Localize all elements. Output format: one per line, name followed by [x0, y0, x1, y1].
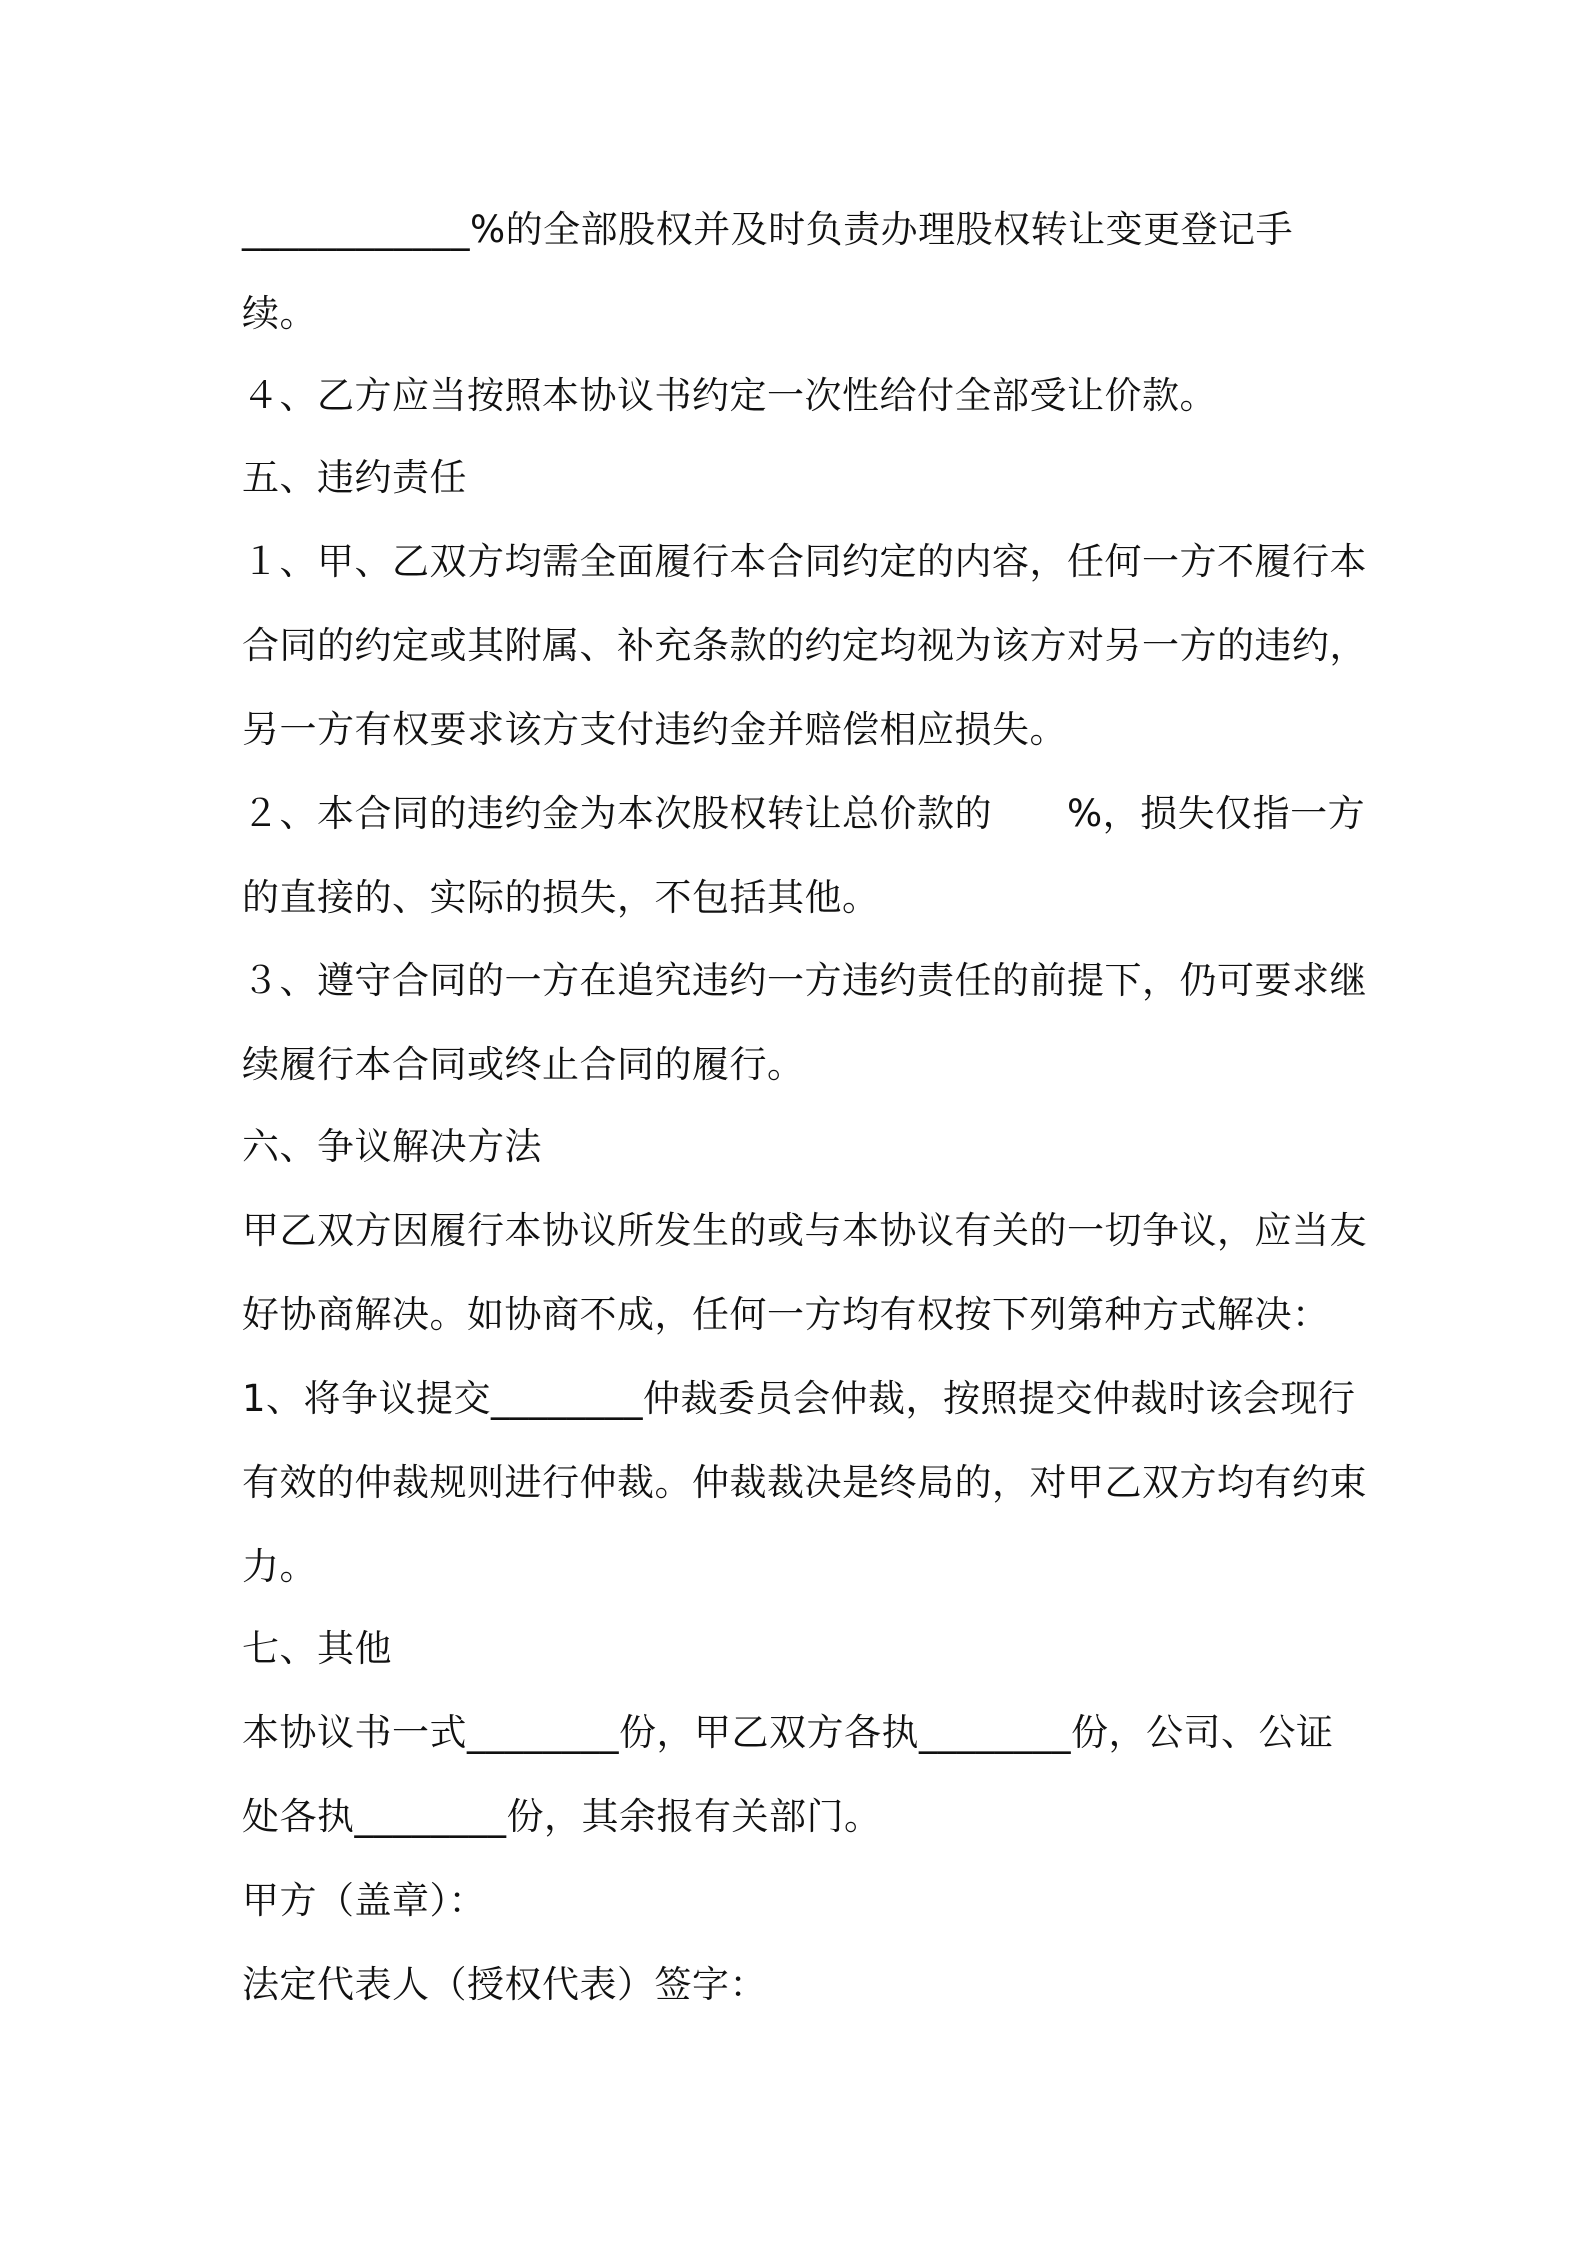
text-line: ４、乙方应当按照本协议书约定一次性给付全部受让价款。 — [242, 374, 1217, 417]
text-line: ３、遵守合同的一方在追究违约一方违约责任的前提下，仍可要求继 — [242, 959, 1367, 1002]
text-line: 另一方有权要求该方支付违约金并赔偿相应损失。 — [242, 708, 1067, 751]
section-heading: 七、其他 — [242, 1627, 392, 1670]
text-line: 本协议书一式________份，甲乙双方各执________份，公司、公证 — [242, 1711, 1334, 1754]
text-line: 好协商解决。如协商不成，任何一方均有权按下列第种方式解决： — [242, 1293, 1330, 1336]
text-line: 续履行本合同或终止合同的履行。 — [242, 1043, 805, 1086]
signature-label: 甲方（盖章）： — [242, 1879, 486, 1922]
text-line: 处各执________份，其余报有关部门。 — [242, 1795, 882, 1838]
text-line: ２、本合同的违约金为本次股权转让总价款的 %，损失仅指一方 — [242, 792, 1366, 835]
text-line: ____________%的全部股权并及时负责办理股权转让变更登记手 — [242, 208, 1294, 251]
text-line: 有效的仲裁规则进行仲裁。仲裁裁决是终局的，对甲乙双方均有约束 — [242, 1461, 1367, 1504]
text-line: 1、将争议提交________仲裁委员会仲裁，按照提交仲裁时该会现行 — [242, 1377, 1356, 1420]
text-line: 甲乙双方因履行本协议所发生的或与本协议有关的一切争议，应当友 — [242, 1209, 1367, 1252]
section-heading: 六、争议解决方法 — [242, 1125, 542, 1168]
signature-label: 法定代表人（授权代表）签字： — [242, 1963, 767, 2006]
text-line: 合同的约定或其附属、补充条款的约定均视为该方对另一方的违约， — [242, 624, 1367, 667]
text-line: 的直接的、实际的损失，不包括其他。 — [242, 876, 880, 919]
text-line: 续。 — [242, 292, 317, 335]
section-heading: 五、违约责任 — [242, 456, 467, 499]
text-line: 力。 — [242, 1545, 317, 1588]
text-line: １、甲、乙双方均需全面履行本合同约定的内容，任何一方不履行本 — [242, 540, 1367, 583]
